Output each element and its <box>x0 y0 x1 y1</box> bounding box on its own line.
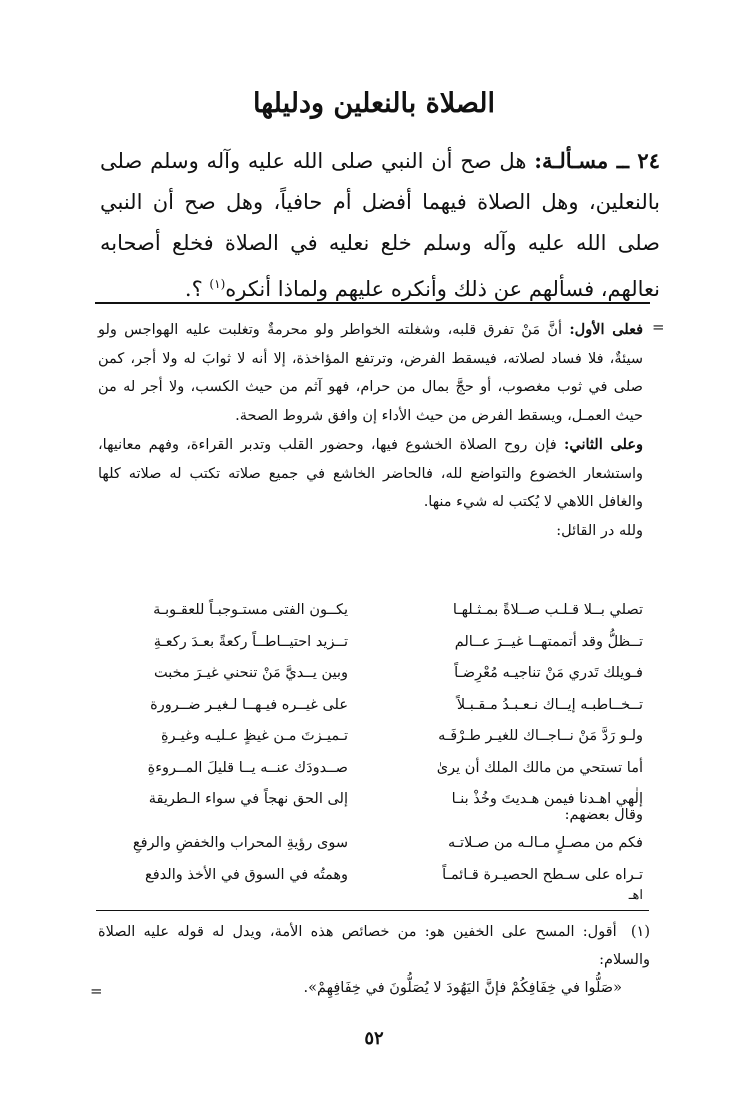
verse-second-hemistich: يكــون الفتى مستـوجبـاً للعقـوبـة <box>153 602 348 618</box>
verse-row <box>98 595 643 627</box>
verse-first-hemistich: تـراه على سـطح الحصيـرة قـائمـاً <box>442 866 643 883</box>
verse-second-hemistich: وهمتُه في السوق في الأخذ والدفع <box>145 866 348 883</box>
answer-second-paragraph <box>98 431 643 517</box>
poem-first <box>98 595 643 816</box>
answer-second-lead: وعلى الثاني: <box>564 436 644 453</box>
continuation-mark-top: = <box>652 318 665 336</box>
footnote-text: أقول: المسح على الخفين هو: من خصائص هذه الأمة، ويدل له قوله عليه الصلاة والسلام: <box>98 924 650 968</box>
page-number: ٥٢ <box>364 1028 384 1049</box>
answer-block <box>98 316 643 545</box>
poem-second <box>98 828 643 891</box>
verse-second-hemistich: إلى الحق نهجاً في سواء الـطريقة <box>148 791 348 807</box>
verse-second-hemistich: تـميـزتَ مـن غيظٍ عـليـه وغيـرةِ <box>160 728 348 744</box>
page-title: الصلاة بالنعلين ودليلها <box>252 88 496 119</box>
second-poet-intro: وقال بعضهم: <box>564 807 643 823</box>
question-text: هل صح أن النبي صلى الله عليه وآله وسلم صلى بالنعلين، وهل الصلاة فيهما أفضل أم حافياً، وهل صح أن النبي صلى الله عليه وآله وسلم خلع نعليه في الصلاة فخلع أصحابه نعالهم، فسألهم عن ذلك وأنكره عليهم ولماذا أنكره <box>100 149 660 301</box>
footnote-body <box>98 918 650 974</box>
verse-first-hemistich: تصلي بــلا قـلـب صــلاةً بمـثـلهـا <box>452 602 643 618</box>
verse-row <box>98 690 643 722</box>
verse-row <box>98 627 643 659</box>
answer-first-text: أنَّ مَنْ تفرق قلبه، وشغلته الخواطر ولو محرمةٌ وتغلبت عليه الهواجس ولو سيئةٌ، فلا فساد لصلاته، فيسقط الفرض، وترتفع المؤاخذة، إلا أنه لا ثوابَ له ولا أجر، كمن صلى في ثوب مغصوب، أو حجَّ بمال من حرام، فهو آثم من حيث الكسب، ولا أجر له من حيث العمـل، ويسقط الفرض من حيث الأداء إن وافق شروط الصحة. <box>98 322 643 424</box>
verse-first-hemistich: فكم من مصـلٍ مـالـه من صـلاتـه <box>448 835 643 851</box>
question-ending: ؟. <box>184 277 203 301</box>
answer-first-lead: فعلى الأول: <box>569 321 644 338</box>
question-paragraph <box>100 140 660 310</box>
question-number: ٢٤ ــ مسـألـة: <box>534 148 660 173</box>
verse-row <box>98 860 643 892</box>
verse-first-hemistich: ولـو رَدَّ مَنْ نــاجــاك للغيـر طـرْفَـه <box>438 728 643 744</box>
verse-second-hemistich: تــزيد احتيــاطــاً ركعةً بعـدَ ركعـةِ <box>153 633 348 650</box>
verse-first-hemistich: تــظلُّ وقد أتممتهــا غيــرَ عــالم <box>454 633 643 650</box>
verse-second-hemistich: وبين يــديَّ مَنْ تنحني غيـرَ مخبت <box>154 665 348 681</box>
footnote-number: (١) <box>630 924 651 940</box>
verse-first-hemistich: تــخــاطبـه إيــاك نـعـبـدُ مـقـبـلاً <box>456 696 643 713</box>
answer-first-paragraph <box>98 316 643 430</box>
quote-end-mark: اهـ <box>628 888 643 903</box>
section-divider <box>95 302 650 304</box>
verse-first-hemistich: فـويلك تَدري مَنْ تناجيـه مُعْرِضـاً <box>454 665 643 681</box>
verse-first-hemistich: إلٰهي اهـدنا فيمن هـديتَ وخُذْ بنـا <box>451 791 643 807</box>
footnote-divider <box>96 910 649 911</box>
verse-second-hemistich: سوى رؤيةِ المحراب والخفضِ والرفعِ <box>132 835 348 851</box>
footnote <box>98 918 650 1002</box>
answer-second-text: فإن روح الصلاة الخشوع فيها، وحضور القلب وتدبر القراءة، وفهم معانيها، واستشعار الخضوع والتواضع لله، فالحاضر الخاشع في جميع صلاته تكتب له صلاته كلها والغافل اللاهي لا يُكتب له شيء منها. <box>98 437 643 510</box>
verse-row <box>98 721 643 753</box>
poet-intro: ولله در القائل: <box>556 522 643 539</box>
verse-second-hemistich: على غيــره فيـهــا لـغيـر ضــرورة <box>150 696 348 713</box>
verse-second-hemistich: صــدودَك عنــه يــا قليلَ المــروءةِ <box>147 759 348 776</box>
footnote-hadith: «صَلُّوا في خِفَافِكُمْ فإنَّ اليَهُودَ لا يُصَلُّونَ في خِفَافِهِمْ». <box>303 980 622 996</box>
continuation-mark-bottom: = <box>90 982 103 1000</box>
footnote-ref: (١) <box>209 277 226 291</box>
verse-first-hemistich: أما تستحي من مالك الملك أن يرىٰ <box>436 759 643 776</box>
verse-row <box>98 658 643 690</box>
verse-row <box>98 828 643 860</box>
verse-row <box>98 753 643 785</box>
